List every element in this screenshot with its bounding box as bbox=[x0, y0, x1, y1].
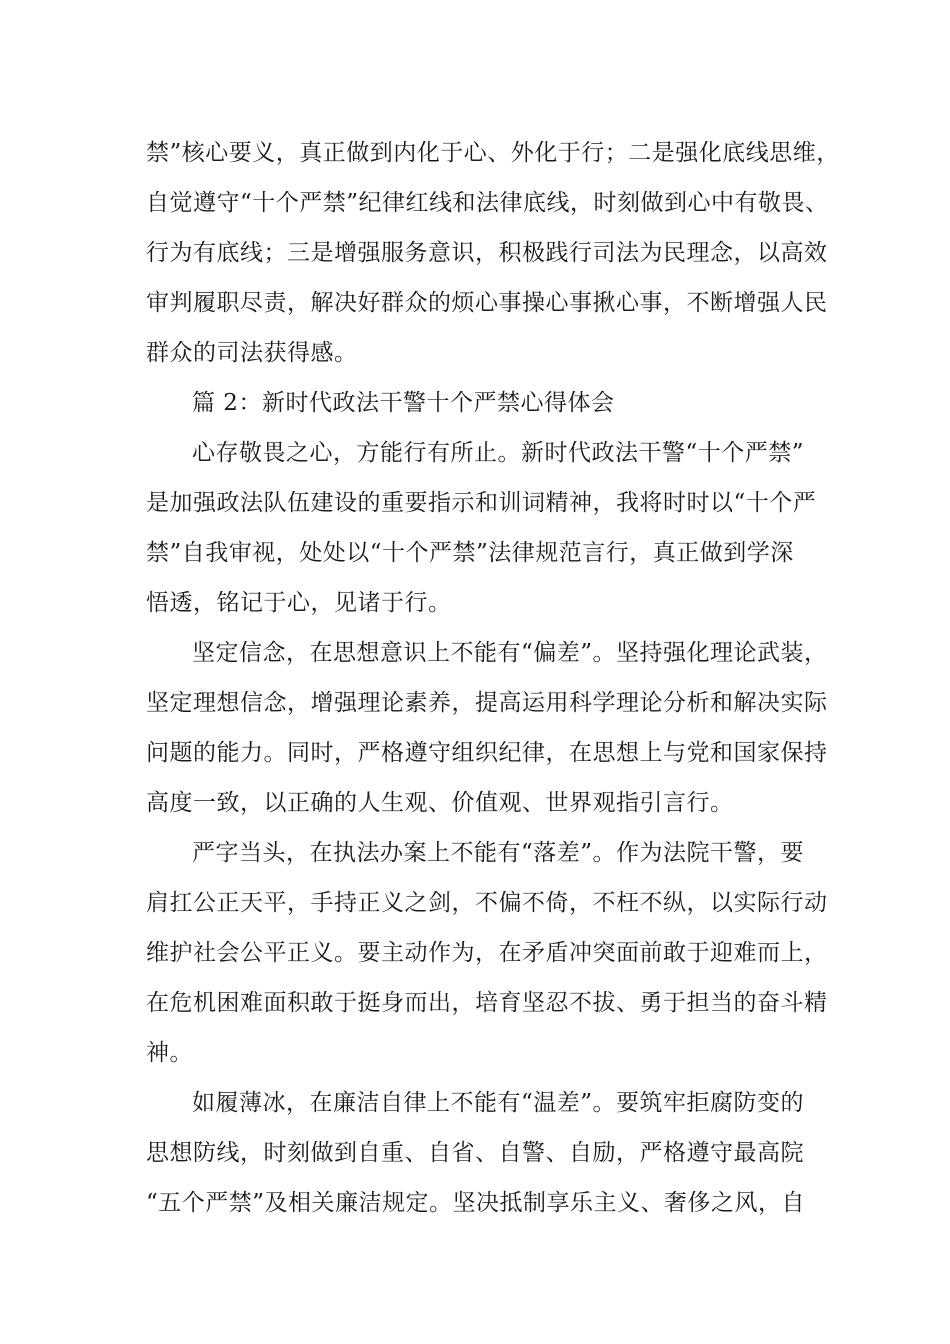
text-line: 坚定理想信念，增强理论素养，提高运用科学理论分析和解决实际 bbox=[146, 690, 828, 716]
text-line: 悟透，铭记于心，见诸于行。 bbox=[146, 590, 452, 616]
paragraph-first-line: 坚定信念，在思想意识上不能有“偏差”。坚持强化理论武装， bbox=[192, 640, 828, 666]
paragraph-first-line: 严字当头，在执法办案上不能有“落差”。作为法院干警，要 bbox=[192, 840, 805, 866]
paragraph-first-line: 如履薄冰，在廉洁自律上不能有“温差”。要筑牢拒腐防变的 bbox=[192, 1090, 805, 1116]
text-line: 群众的司法获得感。 bbox=[146, 340, 358, 366]
text-line: 肩扛公正天平，手持正义之剑，不偏不倚，不枉不纵，以实际行动 bbox=[146, 890, 828, 916]
paragraph-first-line: 心存敬畏之心，方能行有所止。新时代政法干警“十个严禁” bbox=[192, 440, 805, 466]
text-line: 神。 bbox=[146, 1040, 193, 1066]
text-line: 禁”核心要义，真正做到内化于心、外化于行；二是强化底线思维， bbox=[146, 140, 840, 166]
document-body bbox=[146, 128, 840, 1228]
text-line: 问题的能力。同时，严格遵守组织纪律，在思想上与党和国家保持 bbox=[146, 740, 828, 766]
text-line: 禁”自我审视，处处以“十个严禁”法律规范言行，真正做到学深 bbox=[146, 540, 794, 566]
text-line: 自觉遵守“十个严禁”纪律红线和法律底线，时刻做到心中有敬畏、 bbox=[146, 190, 829, 216]
text-line: 审判履职尽责，解决好群众的烦心事操心事揪心事，不断增强人民 bbox=[146, 290, 828, 316]
text-line: 行为有底线；三是增强服务意识，积极践行司法为民理念，以高效 bbox=[146, 240, 828, 266]
text-line: 在危机困难面积敢于挺身而出，培育坚忍不拔、勇于担当的奋斗精 bbox=[146, 990, 828, 1016]
text-line: 思想防线，时刻做到自重、自省、自警、自励，严格遵守最高院 bbox=[146, 1140, 804, 1166]
paragraph-first-line: 篇 2：新时代政法干警十个严禁心得体会 bbox=[192, 390, 615, 416]
text-line: “五个严禁”及相关廉洁规定。坚决抵制享乐主义、奢侈之风，自 bbox=[146, 1190, 806, 1216]
text-line: 高度一致，以正确的人生观、价值观、世界观指引言行。 bbox=[146, 790, 734, 816]
text-line: 维护社会公平正义。要主动作为，在矛盾冲突面前敢于迎难而上， bbox=[146, 940, 828, 966]
text-line: 是加强政法队伍建设的重要指示和训词精神，我将时时以“十个严 bbox=[146, 490, 817, 516]
